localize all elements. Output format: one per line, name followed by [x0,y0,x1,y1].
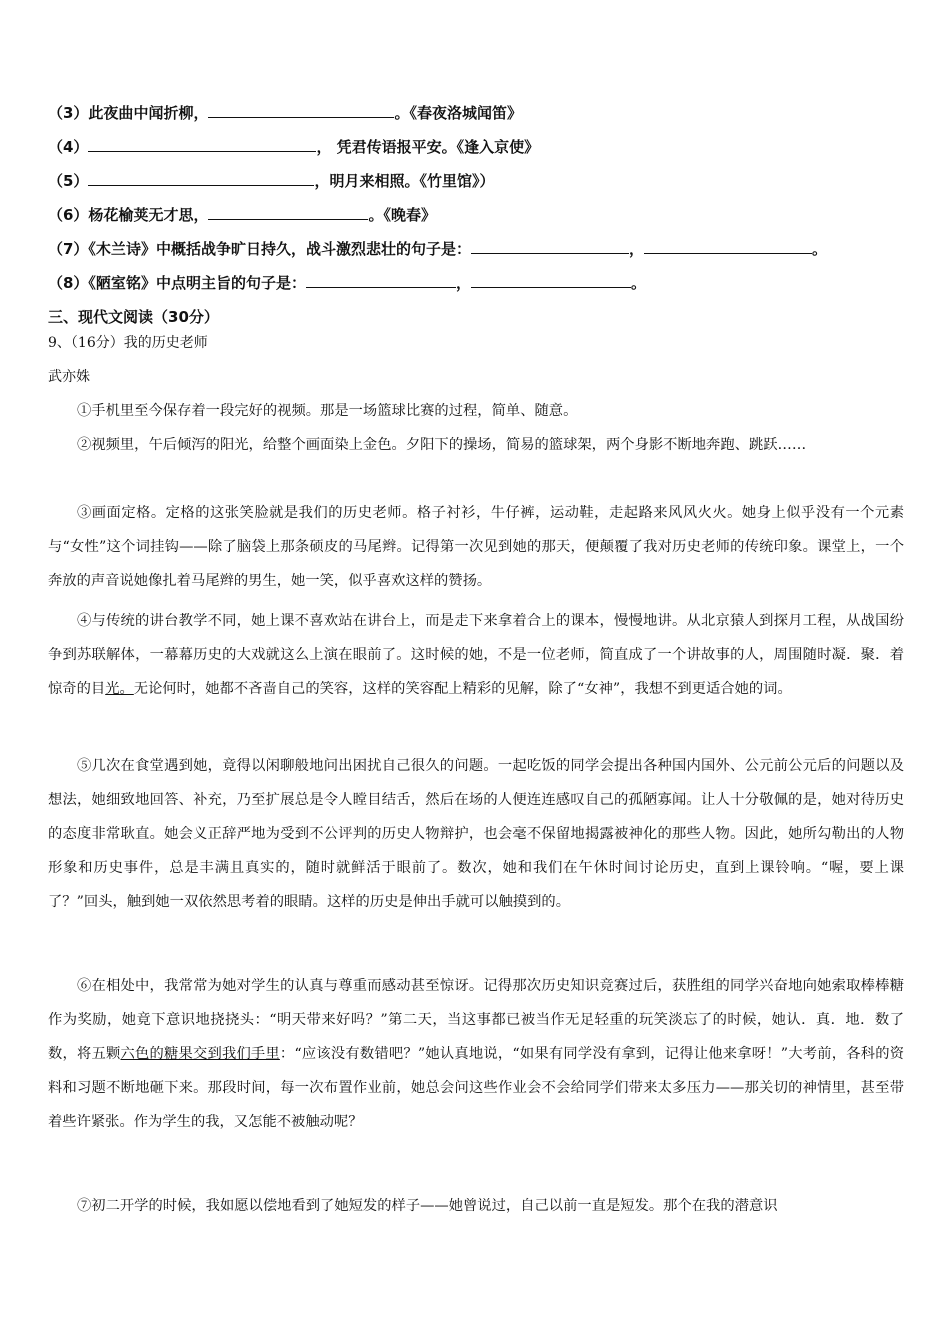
question-8-comma: ， [455,274,471,292]
question-5-number: （5） [48,172,89,190]
question-8-period: 。 [630,274,646,292]
question-3-source: 。《春夜洛城闻笛》 [394,104,522,122]
answer-blank[interactable] [208,103,394,118]
question-8-text: （8）《陋室铭》中点明主旨的句子是： [48,274,306,292]
paragraph-6-text: ：“应该没有数错吧？”她认真地说，“如果有同学没有拿到，记得让他来拿呀！”大考前，各科的资料和习题不断地砸下来。那段时间，每一次布置作业前，她总会问这些作业会不会给同学们带来太多压力——那关切的神情里，甚至带着些许紧张。作为学生的我，又怎能不被触动呢？ [48,1046,905,1130]
answer-blank[interactable] [88,137,316,152]
question-7-comma: ， [628,240,644,258]
paragraph-5: ⑤几次在食堂遇到她，竟得以闲聊般地问出困扰自己很久的问题。一起吃饭的同学会提出各种国内国外、公元前公元后的问题以及想法，她细致地回答、补充，乃至扩展总是令人瞠目结舌，然后在场的人便连连感叹自己的孤陋寡闻。让人十分敬佩的是，她对待历史的态度非常耿直。她会义正辞严地为受到不公评判的历史人物辩护，也会毫不保留地揭露被神化的那些人物。因此，她所勾勒出的人物形象和历史事件，总是丰满且真实的，随时就鲜活于眼前了。数次，她和我们在午休时间讨论历史，直到上课铃响。“喔，要上课了？”回头，触到她一双依然思考着的眼睛。这样的历史是伸出手就可以触摸到的。 [48,758,904,910]
paragraph-4-text: 无论何时，她都不吝啬自己的笑容，这样的笑容配上精彩的见解，除了“女神”，我想不到更适合她的词。 [133,681,792,697]
question-6-source: 。《晚春》 [368,206,436,224]
paragraph-4 [48,604,904,706]
question-4 [48,137,539,157]
paragraph-6 [48,969,904,1139]
answer-blank[interactable] [208,205,368,220]
question-4-number: （4） [48,138,89,156]
answer-blank[interactable] [644,239,812,254]
question-7-period: 。 [811,240,827,258]
question-9-title: 9、（16分）我的历史老师 [48,335,208,351]
question-3-text: （3）此夜曲中闻折柳， [48,104,209,122]
paragraph-7: ⑦初二开学的时候，我如愿以偿地看到了她短发的样子——她曾说过，自己以前一直是短发。那个在我的潜意识 [77,1198,778,1214]
question-4-text: ， 凭君传语报平安。《逢入京使》 [316,138,540,156]
paragraph-2: ②视频里，午后倾泻的阳光，给整个画面染上金色。夕阳下的操场，简易的篮球架，两个身影不断地奔跑、跳跃…… [77,437,807,453]
underlined-text: 六色的糖果交到我们手里 [120,1046,280,1062]
paragraph-1: ①手机里至今保存着一段完好的视频。那是一场篮球比赛的过程，简单、随意。 [77,403,578,419]
author: 武亦姝 [48,369,90,385]
question-6 [48,205,436,225]
answer-blank[interactable] [471,273,631,288]
paragraph-3: ③画面定格。定格的这张笑脸就是我们的历史老师。格子衬衫，牛仔裤，运动鞋，走起路来风风火火。她身上似乎没有一个元素与“女性”这个词挂钩——除了脑袋上那条硕皮的马尾辫。记得第一次见到她的那天，便颠覆了我对历史老师的传统印象。课堂上，一个奔放的声音说她像扎着马尾辫的男生，她一笑，似乎喜欢这样的赞扬。 [48,505,904,589]
paragraph-4-text: ④与传统的讲台教学不同，她上课不喜欢站在讲台上，而是走下来拿着合上的课本，慢慢地讲。从北京猿人到探月工程，从战国纷争到苏联解体，一幕幕历史的大戏就这么上演在眼前了。这时候的她，不是一位老师，简直成了一个讲故事的人，周围随时凝．聚．着惊奇的目 [48,613,904,697]
question-7 [48,239,827,259]
section-title: 三、现代文阅读（30分） [48,308,219,326]
answer-blank[interactable] [306,273,456,288]
question-6-text: （6）杨花榆荚无才思， [48,206,209,224]
answer-blank[interactable] [88,171,314,186]
question-8 [48,273,646,293]
answer-blank[interactable] [471,239,629,254]
question-5 [48,171,494,191]
underlined-text: 光。 [105,681,134,697]
paragraph-6-text: ⑥在相处中，我常常为她对学生的认真与尊重而感动甚至惊讶。记得那次历史知识竞赛过后，获胜组的同学兴奋地向她索取棒棒糖作为奖励，她竟下意识地挠挠头：“明天带来好吗？”第二天，当这事都已被当作无足轻重的玩笑淡忘了的时候，她认．真．地．数了数，将五颗 [48,978,904,1062]
question-3 [48,103,522,123]
question-5-text: ，明月来相照。《竹里馆》） [314,172,495,190]
question-7-text: （7）《木兰诗》中概括战争旷日持久，战斗激烈悲壮的句子是： [48,240,471,258]
